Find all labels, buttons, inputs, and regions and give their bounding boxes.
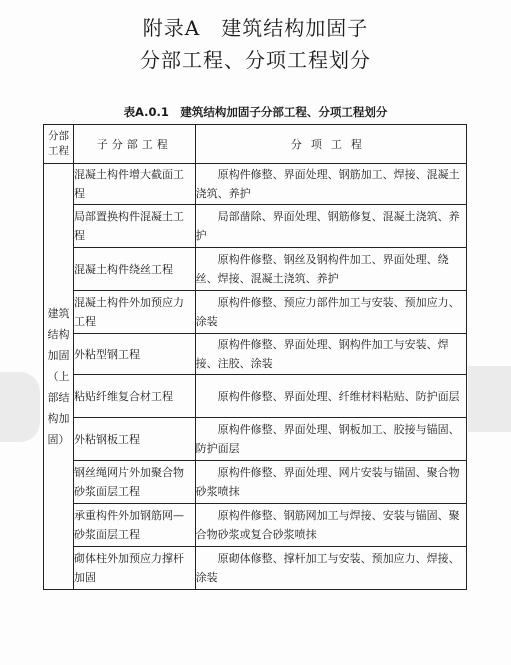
appendix-subtitle: 分部工程、分项工程划分 <box>140 48 371 72</box>
items-cell: 原构件修整、钢筋网加工与焊接、安装与锚固、聚合物砂浆或复合砂浆喷抹 <box>195 504 466 547</box>
table-row <box>44 504 467 547</box>
table-row <box>44 547 467 590</box>
table-row <box>44 291 467 334</box>
items-cell: 原构件修整、界面处理、网片安装与锚固、聚合物砂浆喷抹 <box>195 461 466 504</box>
group-label: 建筑结构加固（上部结构加固） <box>44 164 74 590</box>
subdivision-cell: 承重构件外加钢筋网—砂浆面层工程 <box>73 504 195 547</box>
subdivision-cell: 粘贴纤维复合材工程 <box>73 375 195 418</box>
header-subdivision: 子分部工程 <box>73 125 195 164</box>
table-row <box>44 375 467 418</box>
table-caption: 表A.0.1 建筑结构加固子分部工程、分项工程划分 <box>123 105 388 119</box>
items-cell: 局部凿除、界面处理、钢筋修复、混凝土浇筑、养护 <box>195 205 466 248</box>
table-row <box>44 334 467 375</box>
table-header-row <box>44 125 467 164</box>
watermark-blob-left <box>0 372 40 442</box>
subdivision-cell: 砌体柱外加预应力撑杆加固 <box>73 547 195 590</box>
division-table <box>43 124 467 590</box>
items-cell: 原构件修整、界面处理、钢板加工、胶接与锚固、防护面层 <box>195 418 466 461</box>
header-items: 分项工程 <box>195 125 466 164</box>
subdivision-cell: 局部置换构件混凝土工程 <box>73 205 195 248</box>
items-cell: 原构件修整、界面处理、钢筋加工、焊接、混凝土浇筑、养护 <box>195 164 466 205</box>
table-row <box>44 164 467 205</box>
items-cell: 原构件修整、界面处理、纤维材料粘贴、防护面层 <box>195 375 466 418</box>
subdivision-cell: 混凝土构件增大截面工程 <box>73 164 195 205</box>
appendix-title: 附录A 建筑结构加固子 <box>142 16 369 40</box>
table-row <box>44 461 467 504</box>
subdivision-cell: 钢丝绳网片外加聚合物砂浆面层工程 <box>73 461 195 504</box>
table-row <box>44 205 467 248</box>
items-cell: 原构件修整、钢丝及钢构件加工、界面处理、绕丝、焊接、混凝土浇筑、养护 <box>195 248 466 291</box>
items-cell: 原构件修整、界面处理、钢构件加工与安装、焊接、注胶、涂装 <box>195 334 466 375</box>
header-division: 分部工程 <box>44 125 74 164</box>
subdivision-cell: 混凝土构件绕丝工程 <box>73 248 195 291</box>
items-cell: 原构件修整、预应力部件加工与安装、预加应力、涂装 <box>195 291 466 334</box>
subdivision-cell: 外粘型钢工程 <box>73 334 195 375</box>
table-row <box>44 418 467 461</box>
subdivision-cell: 外粘钢板工程 <box>73 418 195 461</box>
watermark-blob-right <box>468 366 511 432</box>
subdivision-cell: 混凝土构件外加预应力工程 <box>73 291 195 334</box>
table-row <box>44 248 467 291</box>
items-cell: 原砌体修整、撑杆加工与安装、预加应力、焊接、涂装 <box>195 547 466 590</box>
